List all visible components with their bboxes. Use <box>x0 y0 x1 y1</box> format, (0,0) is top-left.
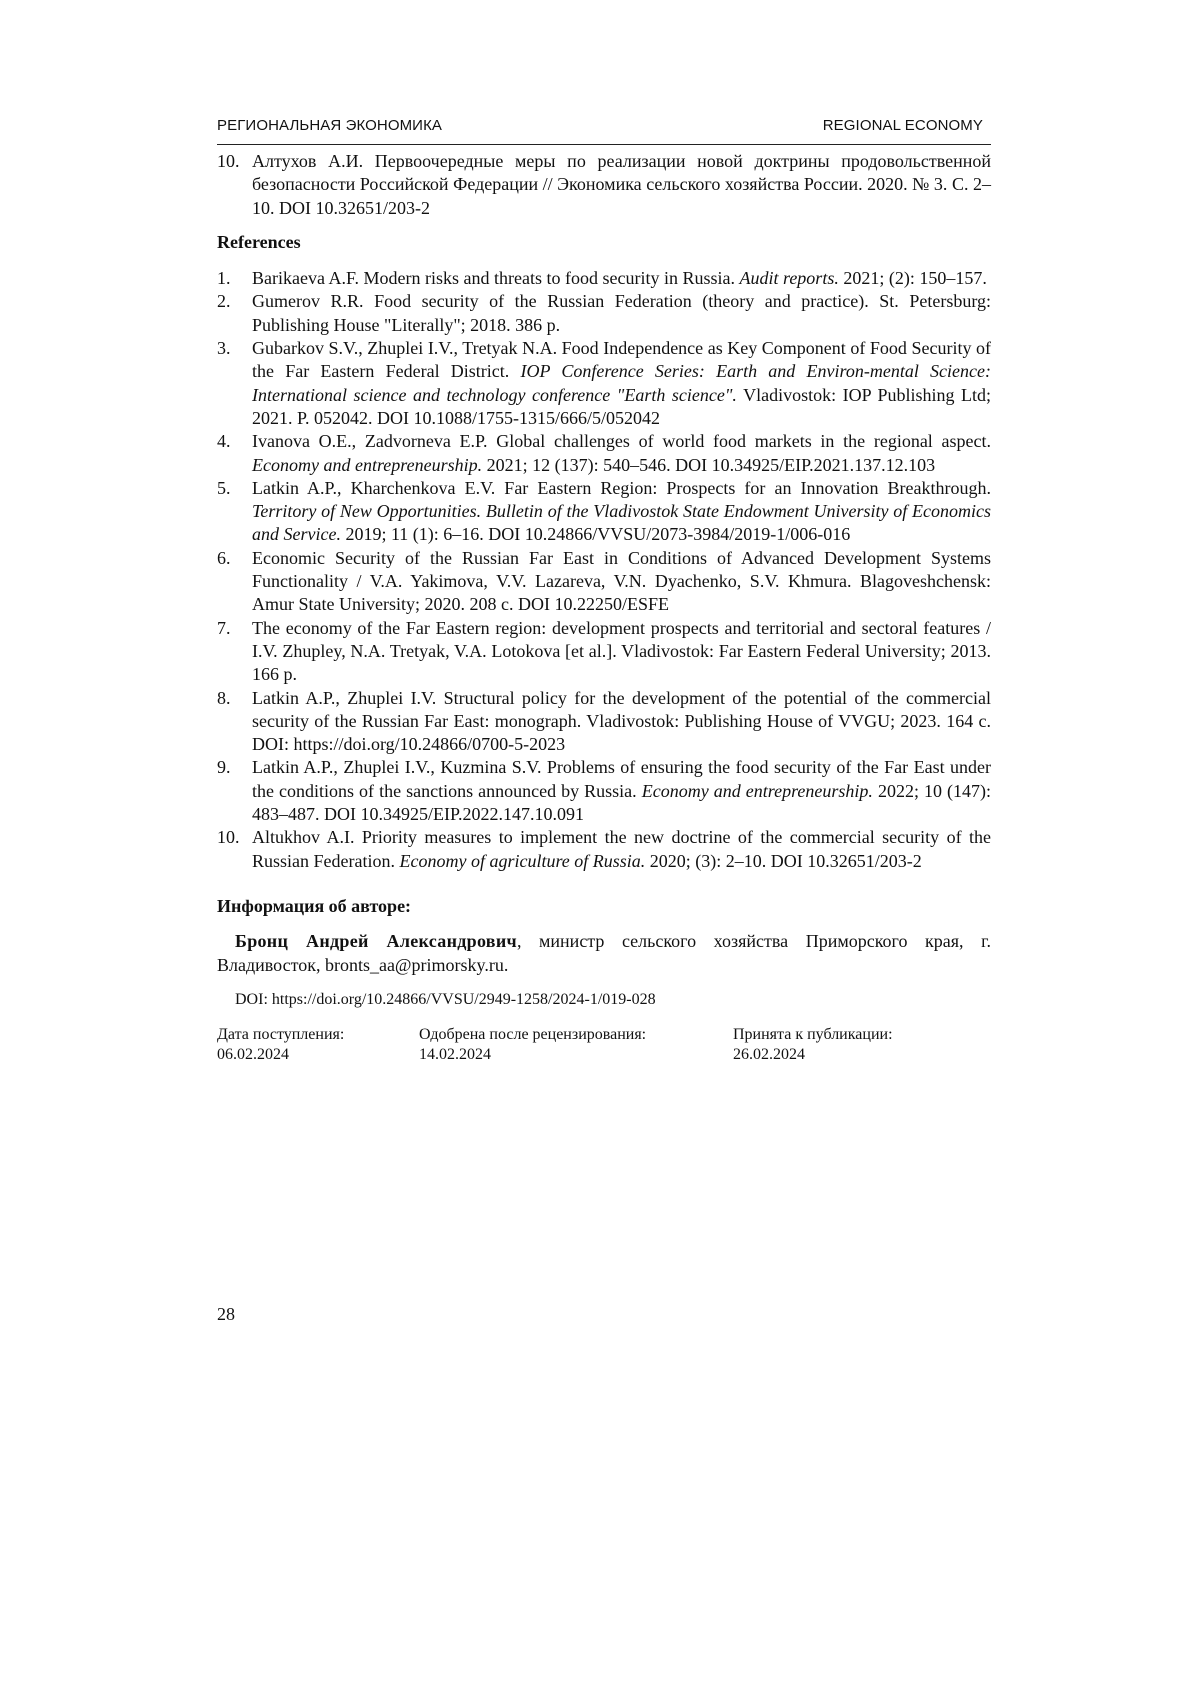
page-number: 28 <box>217 1304 235 1325</box>
reference-details: 2020; (3): 2–10. DOI 10.32651/203-2 <box>645 851 921 871</box>
reference-item <box>217 617 991 687</box>
reference-text: Economic Security of the Russian Far East in Conditions of Advanced Development Systems Functionality / V.A. Yakimova, V.V. Lazareva, V.N. Dyachenko, S.V. Khmura. Blagoveshchensk: Amur State University; 2020. 208 c. DOI 10.22250/ESFE <box>252 548 991 615</box>
reference-text: The economy of the Far Eastern region: development prospects and territorial and sectoral features / I.V. Zhupley, N.A. Tretyak, V.A. Lotokova [et al.]. Vladivostok: Far Eastern Federal University; 2013. 166 p. <box>252 618 991 685</box>
reference-number: 8. <box>217 687 231 710</box>
accepted-label: Принята к публикации: <box>733 1025 893 1045</box>
received-date: 06.02.2024 <box>217 1045 344 1065</box>
article-doi: DOI: https://doi.org/10.24866/VVSU/2949-1258/2024-1/019-028 <box>217 988 991 1011</box>
reference-text: Latkin A.P., Zhuplei I.V., Kuzmina S.V. Problems of ensuring the food security of the Far East under the conditions of the sanctions announced by Russia. <box>252 757 991 800</box>
running-header <box>217 112 991 145</box>
reference-number: 10. <box>217 826 240 849</box>
reference-number: 6. <box>217 547 231 570</box>
references-heading: References <box>217 231 991 254</box>
reference-item <box>217 430 991 477</box>
received-label: Дата поступления: <box>217 1025 344 1045</box>
reference-text: Gubarkov S.V., Zhuplei I.V., Tretyak N.A. Food Independence as Key Component of Food Security of the Far Eastern Federal District. <box>252 338 991 381</box>
author-info-heading: Информация об авторе: <box>217 895 991 918</box>
approved-date-block <box>419 1025 646 1065</box>
reference-item <box>217 687 991 757</box>
reference-text: Алтухов А.И. Первоочередные меры по реализации новой доктрины продовольственной безопасности Российской Федерации // Экономика сельского хозяйства России. 2020. № 3. С. 2–10. DOI 10.32651/203-2 <box>252 151 991 218</box>
reference-source: Economy of agriculture of Russia. <box>399 851 645 871</box>
accepted-date-block <box>733 1025 893 1065</box>
author-name: Бронц Андрей Александрович <box>235 931 517 951</box>
received-date-block <box>217 1025 344 1065</box>
header-journal-section-en: REGIONAL ECONOMY <box>823 117 983 134</box>
reference-number: 1. <box>217 267 231 290</box>
reference-text: Barikaeva A.F. Modern risks and threats to food security in Russia. <box>252 268 739 288</box>
header-journal-section-ru: РЕГИОНАЛЬНАЯ ЭКОНОМИКА <box>217 117 442 134</box>
reference-details: 2022; 10 (147): 483–487. DOI 10.34925/EIP.2022.147.10.091 <box>252 781 991 824</box>
author-details: , министр сельского хозяйства Приморского края, г. Владивосток, bronts_aa@primorsky.ru. <box>217 931 991 974</box>
reference-number: 7. <box>217 617 231 640</box>
reference-number: 3. <box>217 337 231 360</box>
reference-source: IOP Conference Series: Earth and Environ-mental Science: International science and technology conference "Earth science". <box>252 361 991 404</box>
references-list <box>217 267 991 873</box>
reference-details: 2019; 11 (1): 6–16. DOI 10.24866/VVSU/2073-3984/2019-1/006-016 <box>341 524 850 544</box>
reference-details: 2021; (2): 150–157. <box>839 268 987 288</box>
reference-item <box>217 477 991 547</box>
reference-text: Ivanova O.E., Zadvorneva E.P. Global challenges of world food markets in the regional aspect. <box>252 431 991 451</box>
reference-number: 4. <box>217 430 231 453</box>
publication-dates <box>217 1025 991 1071</box>
accepted-date: 26.02.2024 <box>733 1045 893 1065</box>
approved-date: 14.02.2024 <box>419 1045 646 1065</box>
reference-source: Audit reports. <box>739 268 838 288</box>
reference-details: Vladivostok: IOP Publishing Ltd; 2021. P. 052042. DOI 10.1088/1755-1315/666/5/052042 <box>252 385 991 428</box>
reference-details: 2021; 12 (137): 540–546. DOI 10.34925/EIP.2021.137.12.103 <box>482 455 935 475</box>
page <box>0 0 1200 1698</box>
reference-number: 10. <box>217 150 240 173</box>
reference-item <box>217 826 991 873</box>
reference-item <box>217 547 991 617</box>
reference-number: 2. <box>217 290 231 313</box>
author-info-paragraph <box>217 930 991 977</box>
reference-text: Latkin A.P., Zhuplei I.V. Structural policy for the development of the potential of the commercial security of the Russian Far East: monograph. Vladivostok: Publishing House of VVGU; 2023. 164 c. DOI: https://doi.org/10.24866/0700-5-2023 <box>252 688 991 755</box>
reference-text: Gumerov R.R. Food security of the Russian Federation (theory and practice). St. Petersburg: Publishing House "Literally"; 2018. 386 p. <box>252 291 991 334</box>
reference-item <box>217 267 991 290</box>
russian-reference-10 <box>217 150 991 220</box>
reference-text: Latkin A.P., Kharchenkova E.V. Far Eastern Region: Prospects for an Innovation Breakthrough. <box>252 478 991 498</box>
reference-source: Economy and entrepreneurship. <box>252 455 482 475</box>
reference-source: Economy and entrepreneurship. <box>642 781 873 801</box>
main-column <box>217 150 991 1071</box>
approved-label: Одобрена после рецензирования: <box>419 1025 646 1045</box>
reference-source: Territory of New Opportunities. Bulletin of the Vladivostok State Endowment University of Economics and Service. <box>252 501 991 544</box>
reference-number: 9. <box>217 756 231 779</box>
reference-number: 5. <box>217 477 231 500</box>
reference-item <box>217 290 991 337</box>
reference-text: Altukhov A.I. Priority measures to implement the new doctrine of the commercial security of the Russian Federation. <box>252 827 991 870</box>
reference-item <box>217 756 991 826</box>
reference-item <box>217 337 991 430</box>
